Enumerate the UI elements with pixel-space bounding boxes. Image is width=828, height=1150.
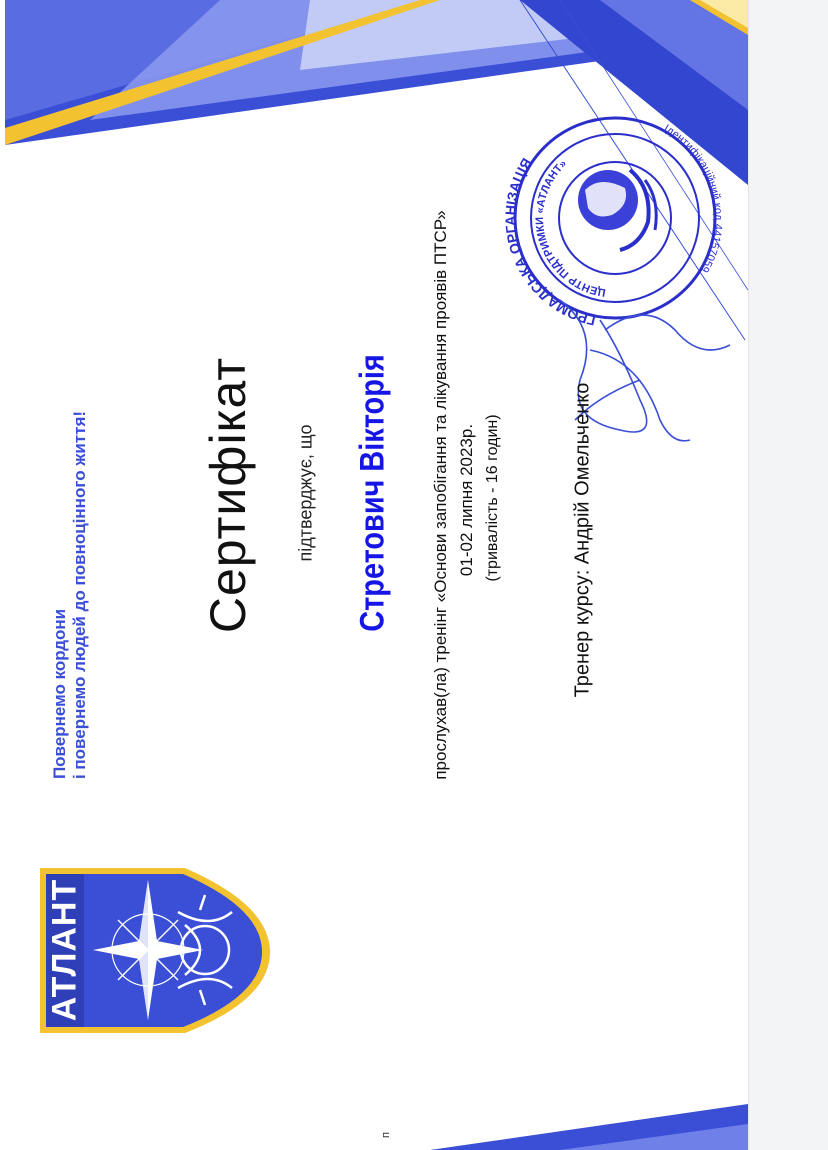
page-marker: п	[380, 1132, 392, 1138]
organization-stamp	[502, 118, 724, 329]
logo-text: АТЛАНТ	[45, 878, 84, 1022]
course-line: прослухав(ла) тренінг «Основи запобігання та лікування проявів ПТСР»	[431, 210, 450, 780]
stamp-code-text: Ідентифікаційний код 44157059	[661, 122, 725, 275]
confirm-text: підтверджує, що	[295, 424, 316, 562]
slogan-line-2: і повернемо людей до повноцінного життя!	[70, 410, 89, 780]
corner-decoration-top	[5, 0, 748, 340]
recipient-name: Стретович Вікторія	[353, 354, 392, 632]
stamp-inner-text: ЦЕНТР ПІДТРИМКИ «АТЛАНТ»	[533, 157, 607, 299]
trainer-line: Тренер курсу: Андрій Омельченко	[571, 382, 594, 698]
dates-line: 01-02 липня 2023р.	[457, 423, 476, 577]
duration-line: (тривалість - 16 годин)	[484, 414, 501, 582]
corner-decoration-bottom	[430, 1104, 748, 1150]
globe-atlas-icon	[578, 170, 656, 250]
slogan-line-1: Повернемо кордони	[50, 608, 69, 780]
stamp-outer-text: ГРОМАДСЬКА ОРГАНІЗАЦІЯ	[501, 155, 597, 329]
slogan	[50, 411, 90, 779]
certificate-title: Сертифікат	[200, 356, 256, 634]
